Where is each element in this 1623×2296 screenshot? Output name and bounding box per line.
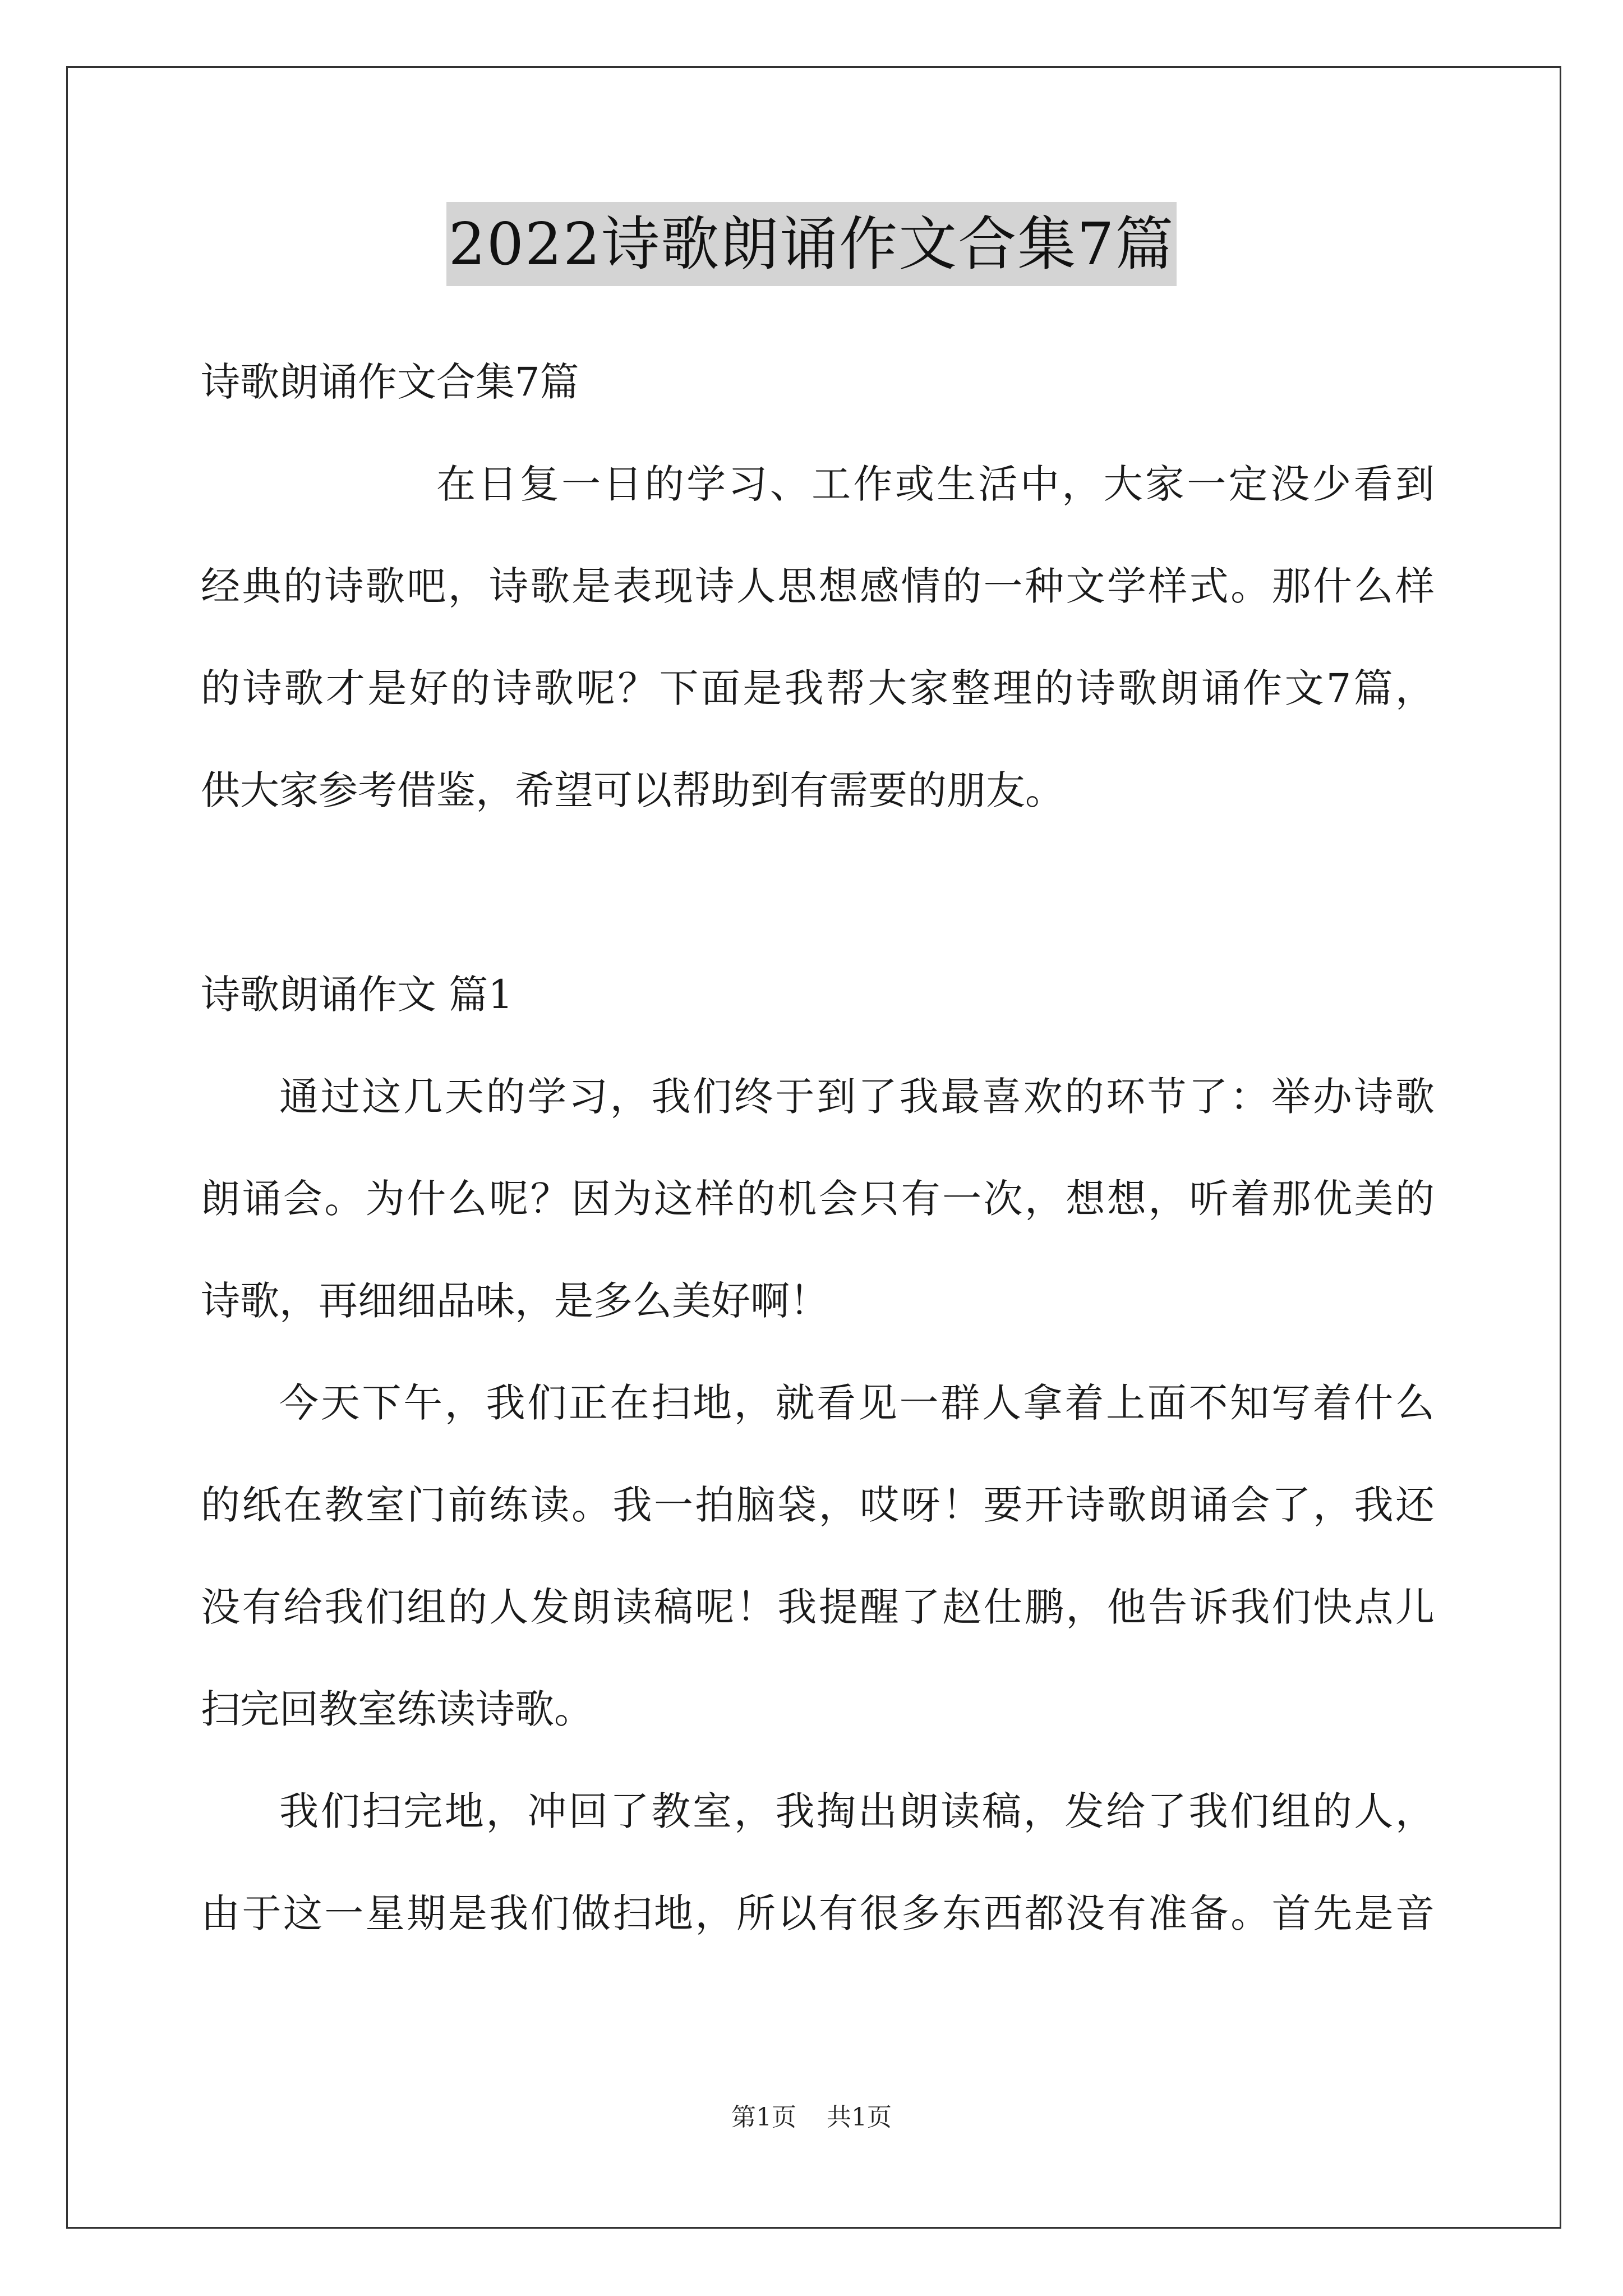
paragraph-line: 朗诵会。为什么呢？因为这样的机会只有一次，想想，听着那优美的 [201, 1176, 1435, 1222]
spacer [201, 841, 1435, 944]
intro-line: 经典的诗歌吧，诗歌是表现诗人思想感情的一种文学样式。那什么样 [201, 563, 1435, 609]
page-number: 第1页 [731, 2103, 796, 2132]
paragraph-line: 没有给我们组的人发朗读稿呢！我提醒了赵仕鹏，他告诉我们快点儿 [201, 1584, 1435, 1630]
paragraph-line: 扫完回教室练读诗歌。 [201, 1686, 593, 1732]
document-subtitle: 诗歌朗诵作文合集7篇 [201, 359, 579, 405]
paragraph-line: 我们扫完地，冲回了教室，我掏出朗读稿，发给了我们组的人， [279, 1788, 1435, 1834]
intro-line: 供大家参考借鉴，希望可以帮助到有需要的朋友。 [201, 767, 1064, 813]
paragraph-line: 诗歌，再细细品味，是多么美好啊！ [201, 1278, 829, 1324]
paragraph-line: 的纸在教室门前练读。我一拍脑袋，哎呀！要开诗歌朗诵会了，我还 [201, 1482, 1435, 1528]
paragraph-line: 今天下午，我们正在扫地，就看见一群人拿着上面不知写着什么 [279, 1380, 1435, 1426]
intro-line: 在日复一日的学习、工作或生活中，大家一定没少看到 [436, 461, 1435, 507]
page-total: 共1页 [827, 2103, 892, 2132]
title-container [0, 202, 1623, 286]
paragraph-line: 由于这一星期是我们做扫地，所以有很多东西都没有准备。首先是音 [201, 1890, 1435, 1936]
document-title: 2022诗歌朗诵作文合集7篇 [446, 202, 1177, 286]
section-heading: 诗歌朗诵作文 篇1 [201, 972, 513, 1018]
intro-line: 的诗歌才是好的诗歌呢？下面是我帮大家整理的诗歌朗诵作文7篇， [201, 665, 1435, 711]
paragraph-line: 通过这几天的学习，我们终于到了我最喜欢的环节了：举办诗歌 [279, 1074, 1435, 1120]
page-footer [0, 2097, 1623, 2133]
document-body [201, 331, 1435, 1964]
